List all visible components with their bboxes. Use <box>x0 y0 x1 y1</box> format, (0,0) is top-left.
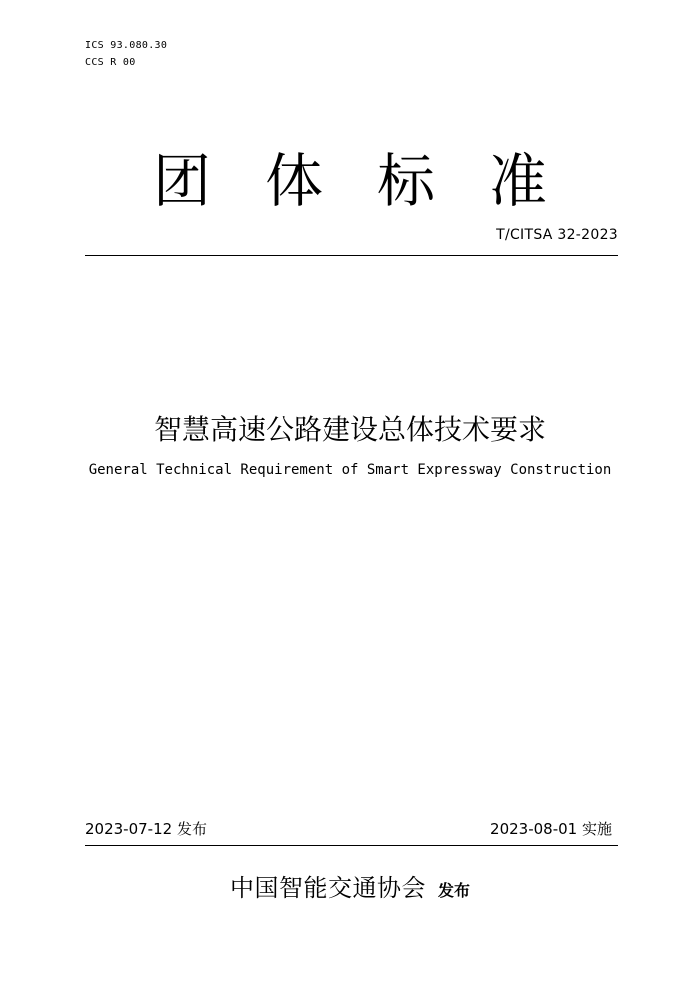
standard-number: T/CITSA 32-2023 <box>496 227 618 243</box>
publisher-action: 发布 <box>437 881 470 900</box>
top-divider <box>85 255 618 256</box>
standard-type-char: 准 <box>488 147 547 215</box>
bottom-divider <box>85 845 618 846</box>
standard-type-char: 标 <box>376 147 435 215</box>
implement-date: 2023-08-01 实施 <box>490 820 612 838</box>
document-title-cn: 智慧高速公路建设总体技术要求 <box>153 413 546 446</box>
publisher-line <box>0 868 700 903</box>
document-title-en: General Technical Requirement of Smart Expressway Construction <box>88 462 612 478</box>
publisher-org: 中国智能交通协会 <box>229 874 426 902</box>
ccs-code: CCS R 00 <box>85 57 136 68</box>
standard-type-heading <box>0 143 700 219</box>
standard-type-char: 团 <box>152 147 211 215</box>
ics-code: ICS 93.080.30 <box>85 40 168 51</box>
classification-codes <box>85 37 167 71</box>
publish-date: 2023-07-12 发布 <box>85 820 207 838</box>
standard-type-char: 体 <box>264 147 323 215</box>
